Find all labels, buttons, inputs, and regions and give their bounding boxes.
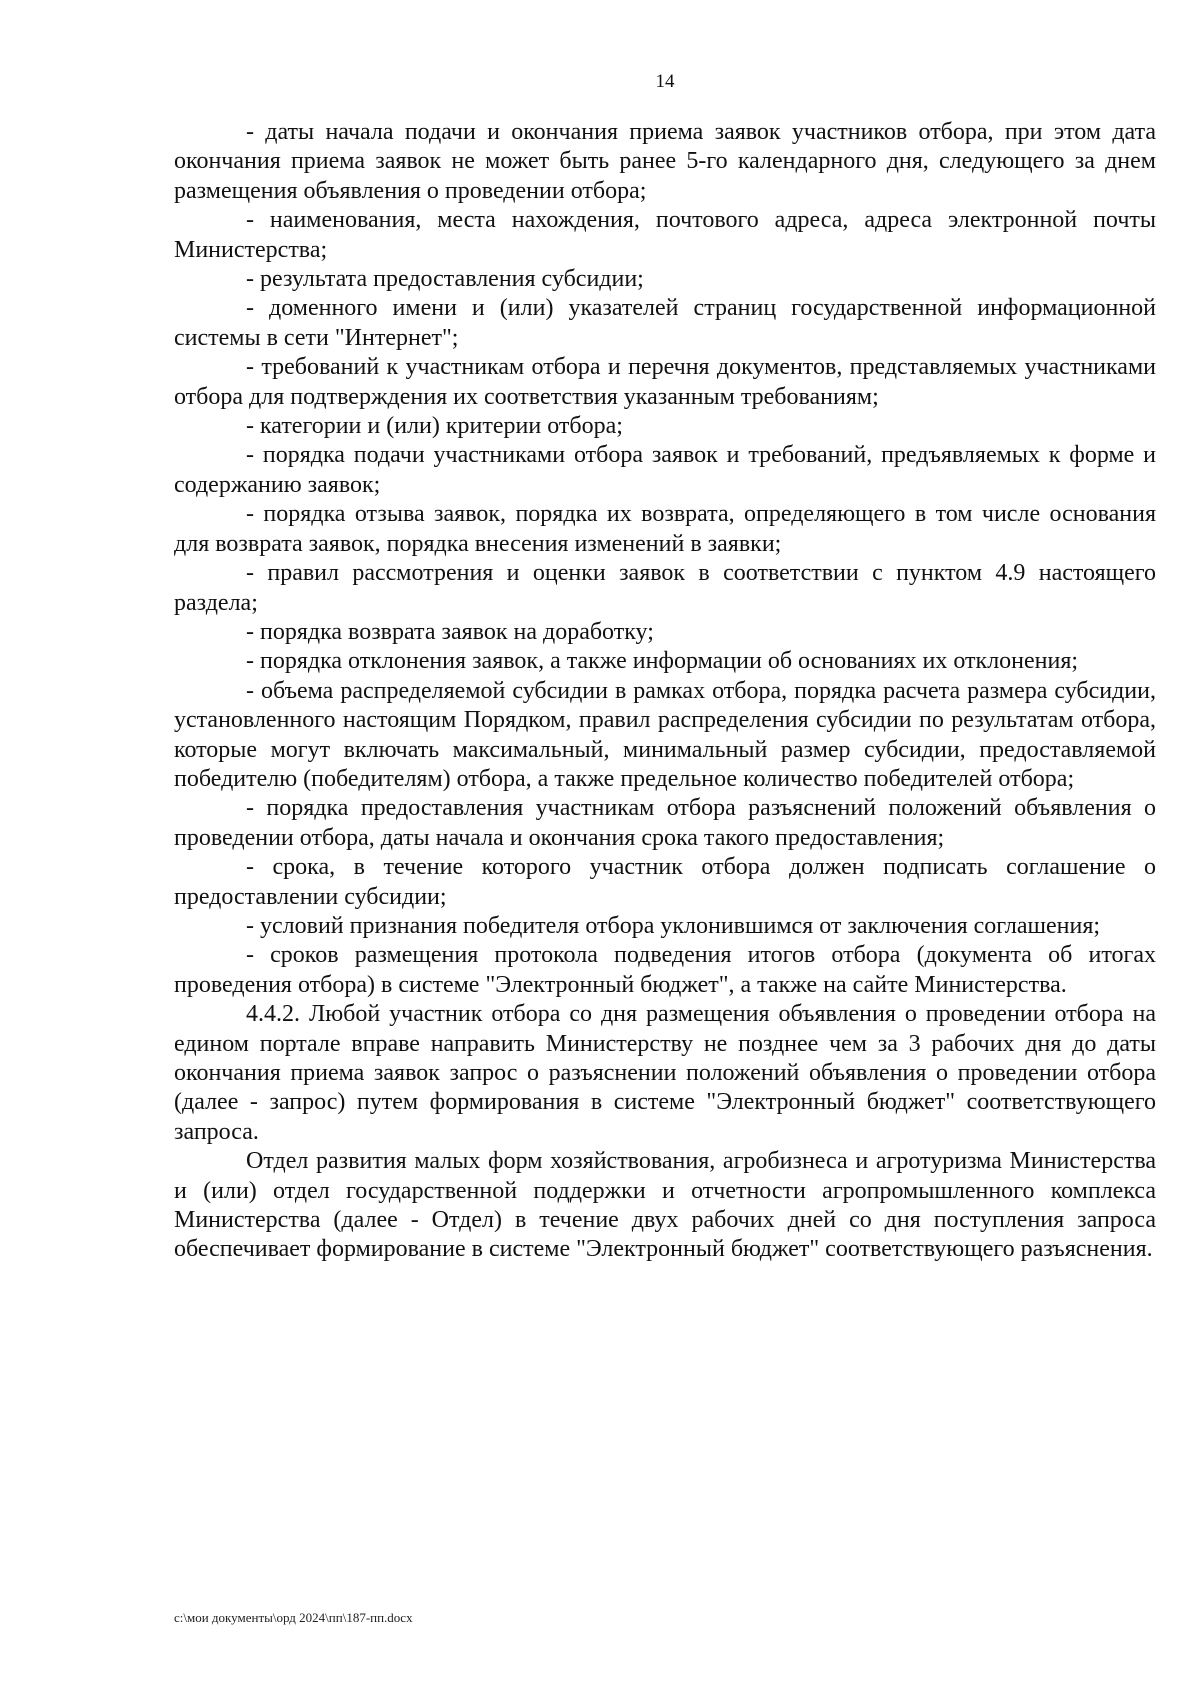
clause-4-4-2: 4.4.2. Любой участник отбора со дня размещения объявления о проведении отбора на едином портале вправе направить Министерству не позднее чем за 3 рабочих дня до даты окончания приема заявок запрос о разъяснении положений объявления о проведении отбора (далее - запрос) путем формирования в системе "Электронный бюджет" соответствующего запроса.	[174, 1001, 1156, 1145]
list-item-evasion-conditions: - условий признания победителя отбора уклонившимся от заключения соглашения;	[246, 912, 1101, 939]
page-number: 14	[655, 71, 675, 92]
list-item-application-dates: - даты начала подачи и окончания приема заявок участников отбора, при этом дата окончания приема заявок не может быть ранее 5-го календарного дня, следующего за днем размещения объявления о проведении отбора;	[174, 119, 1156, 204]
list-item-protocol-publication: - сроков размещения протокола подведения итогов отбора (документа об итогах проведения отбора) в системе "Электронный бюджет", а также на сайте Министерства.	[174, 942, 1156, 998]
document-body	[174, 118, 1156, 1265]
list-item-subsidy-volume: - объема распределяемой субсидии в рамках отбора, порядка расчета размера субсидии, установленного настоящим Порядком, правил распределения субсидии по результатам отбора, которые могут включать максимальный, минимальный размер субсидии, предоставляемой победителю (победителям) отбора, а также предельное количество победителей отбора;	[174, 677, 1156, 792]
list-item-selection-criteria: - категории и (или) критерии отбора;	[246, 413, 623, 440]
list-item-subsidy-result: - результата предоставления субсидии;	[246, 266, 644, 293]
list-item-participant-requirements: - требований к участникам отбора и перечня документов, представляемых участниками отбора для подтверждения их соответствия указанным требованиям;	[174, 354, 1156, 410]
list-item-clarifications: - порядка предоставления участникам отбора разъяснений положений объявления о проведении отбора, даты начала и окончания срока такого предоставления;	[174, 795, 1156, 851]
list-item-withdrawal-procedure: - порядка отзыва заявок, порядка их возврата, определяющего в том числе основания для возврата заявок, порядка внесения изменений в заявки;	[174, 501, 1156, 557]
footer-file-path: c:\мои документы\орд 2024\пп\187-пп.docx	[174, 1610, 413, 1625]
list-item-submission-procedure: - порядка подачи участниками отбора заявок и требований, предъявляемых к форме и содержанию заявок;	[174, 442, 1156, 498]
list-item-evaluation-rules: - правил рассмотрения и оценки заявок в соответствии с пунктом 4.9 настоящего раздела;	[174, 560, 1156, 616]
list-item-rejection-procedure: - порядка отклонения заявок, а также информации об основаниях их отклонения;	[246, 648, 1079, 675]
list-item-agreement-deadline: - срока, в течение которого участник отбора должен подписать соглашение о предоставлении субсидии;	[174, 854, 1156, 910]
list-item-domain-name: - доменного имени и (или) указателей страниц государственной информационной системы в сети "Интернет";	[174, 295, 1156, 351]
list-item-return-for-revision: - порядка возврата заявок на доработку;	[246, 618, 654, 645]
department-paragraph: Отдел развития малых форм хозяйствования, агробизнеса и агротуризма Министерства и (или) отдел государственной поддержки и отчетности агропромышленного комплекса Министерства (далее - Отдел) в течение двух рабочих дней со дня поступления запроса обеспечивает формирование в системе "Электронный бюджет" соответствующего разъяснения.	[174, 1148, 1156, 1263]
list-item-ministry-contacts: - наименования, места нахождения, почтового адреса, адреса электронной почты Министерства;	[174, 207, 1156, 263]
